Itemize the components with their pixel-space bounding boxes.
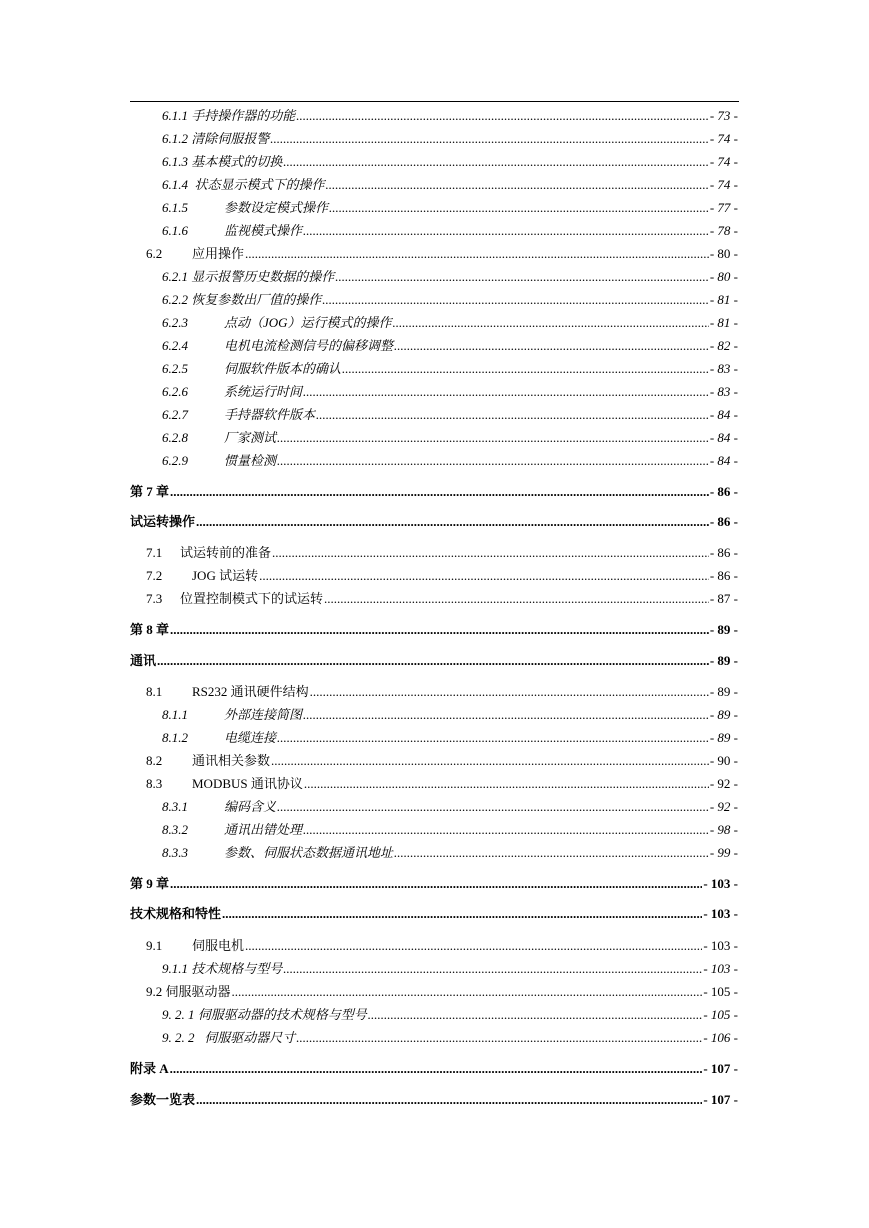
toc-entry-title: 参数一览表 — [130, 1092, 196, 1107]
toc-entry-page: - 98 - — [709, 822, 738, 837]
toc-entry-title: JOG 试运转 — [192, 568, 259, 583]
toc-entry-page: - 105 - — [703, 1007, 738, 1022]
toc-leader-dots — [277, 451, 709, 471]
toc-entry-number: 9.2 — [146, 984, 163, 999]
toc-leader-dots — [329, 198, 709, 218]
toc-leader-dots — [322, 290, 709, 310]
toc-entry-number: 6.2.6 — [162, 384, 188, 399]
toc-leader-dots — [245, 244, 709, 264]
toc-leader-dots — [393, 313, 709, 333]
toc-entry[interactable] — [0, 512, 869, 532]
toc-leader-dots — [196, 512, 709, 532]
toc-entry-title: RS232 通讯硬件结构 — [192, 684, 309, 699]
toc-entry[interactable] — [0, 336, 869, 356]
toc-entry-title: 外部连接简图 — [224, 707, 303, 722]
toc-entry-number: 9. 2. 1 — [162, 1007, 195, 1022]
toc-leader-dots — [259, 566, 709, 586]
toc-entry-page: - 89 - — [709, 707, 738, 722]
toc-entry-title: 通讯相关参数 — [192, 753, 271, 768]
toc-entry-title: 第 9 章 — [130, 876, 170, 891]
toc-entry-title: 惯量检测 — [224, 453, 277, 468]
toc-leader-dots — [272, 543, 709, 563]
toc-leader-dots — [222, 904, 702, 924]
toc-entry[interactable] — [0, 651, 869, 671]
toc-entry[interactable] — [0, 728, 869, 748]
toc-leader-dots — [296, 1028, 702, 1048]
toc-entry-title: 手持操作器的功能 — [191, 108, 296, 123]
toc-entry-page: - 84 - — [709, 407, 738, 422]
toc-entry-page: - 99 - — [709, 845, 738, 860]
toc-entry-title: 监视模式操作 — [224, 223, 303, 238]
toc-entry-number: 9.1.1 — [162, 961, 188, 976]
toc-entry[interactable] — [0, 874, 869, 894]
toc-leader-dots — [277, 728, 709, 748]
toc-entry[interactable] — [0, 682, 869, 702]
toc-entry-page: - 84 - — [709, 430, 738, 445]
toc-leader-dots — [277, 797, 709, 817]
toc-entry-page: - 87 - — [709, 591, 738, 606]
toc-entry-title: 点动（JOG）运行模式的操作 — [224, 315, 392, 330]
toc-entry-title: 电机电流检测信号的偏移调整 — [224, 338, 394, 353]
toc-entry-title: 恢复参数出厂值的操作 — [191, 292, 322, 307]
toc-leader-dots — [303, 820, 709, 840]
toc-entry[interactable] — [0, 843, 869, 863]
toc-entry-number: 8.1.2 — [162, 730, 188, 745]
toc-entry[interactable] — [0, 290, 869, 310]
toc-entry-number: 6.2.9 — [162, 453, 188, 468]
toc-entry[interactable] — [0, 774, 869, 794]
toc-entry-number: 8.1 — [146, 684, 163, 699]
toc-entry-number: 6.2.5 — [162, 361, 188, 376]
toc-entry-number: 8.2 — [146, 753, 163, 768]
toc-leader-dots — [324, 589, 709, 609]
toc-entry[interactable] — [0, 451, 869, 471]
toc-entry[interactable] — [0, 705, 869, 725]
toc-entry-page: - 81 - — [709, 292, 738, 307]
toc-entry-page: - 80 - — [709, 246, 738, 261]
toc-entry-number: 9.1 — [146, 938, 163, 953]
toc-leader-dots — [170, 482, 709, 502]
toc-entry-title: 技术规格与型号 — [191, 961, 283, 976]
toc-entry-number: 6.2.8 — [162, 430, 188, 445]
toc-entry[interactable] — [0, 566, 869, 586]
toc-entry-title: MODBUS 通讯协议 — [192, 776, 303, 791]
toc-entry-number: 7.1 — [146, 545, 163, 560]
toc-entry[interactable] — [0, 1028, 869, 1048]
toc-entry-title: 编码含义 — [224, 799, 277, 814]
toc-entry[interactable] — [0, 482, 869, 502]
toc-entry-page: - 86 - — [709, 568, 738, 583]
toc-entry-page: - 89 - — [709, 684, 738, 699]
toc-entry[interactable] — [0, 1059, 869, 1079]
toc-leader-dots — [232, 982, 703, 1002]
toc-entry-page: - 107 - — [703, 1061, 738, 1076]
toc-entry-number: 9. 2. 2 — [162, 1030, 195, 1045]
toc-entry-title: 应用操作 — [192, 246, 245, 261]
toc-entry[interactable] — [0, 1090, 869, 1110]
toc-entry-page: - 92 - — [709, 776, 738, 791]
toc-leader-dots — [170, 1059, 703, 1079]
toc-entry-page: - 78 - — [709, 223, 738, 238]
toc-leader-dots — [270, 129, 709, 149]
toc-entry-title: 通讯出错处理 — [224, 822, 303, 837]
toc-entry-title: 伺服驱动器的技术规格与型号 — [197, 1007, 367, 1022]
toc-entry-number: 8.1.1 — [162, 707, 188, 722]
toc-entry-title: 状态显示模式下的操作 — [191, 177, 325, 192]
toc-entry-number: 6.2.1 — [162, 269, 188, 284]
toc-entry-title: 系统运行时间 — [224, 384, 303, 399]
toc-entry-page: - 90 - — [709, 753, 738, 768]
toc-entry-number: 8.3 — [146, 776, 163, 791]
toc-entry-page: - 105 - — [703, 984, 738, 999]
toc-entry-page: - 92 - — [709, 799, 738, 814]
toc-leader-dots — [316, 405, 709, 425]
toc-entry-number: 6.1.1 — [162, 108, 188, 123]
toc-entry-number: 6.2.4 — [162, 338, 188, 353]
toc-entry-title: 清除伺服报警 — [191, 131, 270, 146]
toc-entry-page: - 86 - — [709, 484, 738, 499]
toc-entry-title: 基本模式的切换 — [191, 154, 283, 169]
toc-entry-title: 第 8 章 — [130, 622, 170, 637]
toc-entry-page: - 103 - — [703, 938, 738, 953]
toc-entry-number: 8.3.2 — [162, 822, 188, 837]
toc-leader-dots — [310, 682, 709, 702]
toc-entry-page: - 73 - — [709, 108, 738, 123]
toc-entry-page: - 103 - — [703, 906, 738, 921]
toc-entry[interactable] — [0, 313, 869, 333]
toc-leader-dots — [157, 651, 709, 671]
toc-entry-title: 厂家测试 — [224, 430, 277, 445]
toc-entry-number: 6.2.3 — [162, 315, 188, 330]
toc-entry-page: - 82 - — [709, 338, 738, 353]
toc-entry[interactable] — [0, 175, 869, 195]
toc-entry[interactable] — [0, 428, 869, 448]
toc-entry-number: 6.2.2 — [162, 292, 188, 307]
toc-entry[interactable] — [0, 106, 869, 126]
toc-entry[interactable] — [0, 244, 869, 264]
toc-entry-page: - 83 - — [709, 384, 738, 399]
toc-entry-number: 8.3.1 — [162, 799, 188, 814]
toc-leader-dots — [245, 936, 702, 956]
toc-entry[interactable] — [0, 589, 869, 609]
toc-leader-dots — [304, 774, 709, 794]
toc-leader-dots — [303, 705, 709, 725]
toc-entry-page: - 103 - — [703, 876, 738, 891]
toc-entry-number: 6.1.2 — [162, 131, 188, 146]
toc-entry-title: 手持器软件版本 — [224, 407, 316, 422]
toc-entry-page: - 83 - — [709, 361, 738, 376]
toc-leader-dots — [303, 221, 709, 241]
toc-entry-page: - 103 - — [703, 961, 738, 976]
toc-entry[interactable] — [0, 359, 869, 379]
toc-entry-number: 6.1.3 — [162, 154, 188, 169]
toc-entry-title: 附录 A — [130, 1061, 169, 1076]
toc-leader-dots — [342, 359, 709, 379]
toc-entry-title: 伺服电机 — [192, 938, 245, 953]
toc-entry-number: 6.1.5 — [162, 200, 188, 215]
toc-entry-page: - 74 - — [709, 154, 738, 169]
toc-entry[interactable] — [0, 982, 869, 1002]
toc-entry[interactable] — [0, 751, 869, 771]
toc-entry-title: 伺服驱动器尺寸 — [197, 1030, 296, 1045]
toc-entry-title: 技术规格和特性 — [130, 906, 222, 921]
toc-entry-number: 6.1.6 — [162, 223, 188, 238]
toc-entry[interactable] — [0, 221, 869, 241]
toc-leader-dots — [394, 336, 709, 356]
toc-entry[interactable] — [0, 152, 869, 172]
toc-entry[interactable] — [0, 198, 869, 218]
toc-leader-dots — [283, 959, 702, 979]
toc-entry[interactable] — [0, 382, 869, 402]
toc-entry-title: 显示报警历史数据的操作 — [191, 269, 335, 284]
toc-entry-page: - 84 - — [709, 453, 738, 468]
toc-leader-dots — [335, 267, 709, 287]
toc-entry-number: 7.2 — [146, 568, 163, 583]
toc-entry-page: - 86 - — [709, 514, 738, 529]
toc-leader-dots — [277, 428, 709, 448]
toc-leader-dots — [170, 874, 702, 894]
toc-entry-number: 7.3 — [146, 591, 163, 606]
toc-entry-page: - 89 - — [709, 622, 738, 637]
toc-entry-number: 6.2 — [146, 246, 163, 261]
toc-entry-title: 位置控制模式下的试运转 — [180, 591, 324, 606]
toc-entry-page: - 89 - — [709, 730, 738, 745]
toc-entry-page: - 86 - — [709, 545, 738, 560]
toc-entry-title: 伺服驱动器 — [165, 984, 231, 999]
toc-entry-number: 6.1.4 — [162, 177, 188, 192]
toc-leader-dots — [326, 175, 709, 195]
toc-leader-dots — [394, 843, 709, 863]
toc-entry-page: - 81 - — [709, 315, 738, 330]
toc-entry-title: 电缆连接 — [224, 730, 277, 745]
toc-entry-title: 第 7 章 — [130, 484, 170, 499]
toc-entry-title: 参数设定模式操作 — [224, 200, 329, 215]
toc-entry[interactable] — [0, 820, 869, 840]
toc-entry[interactable] — [0, 904, 869, 924]
toc-entry-page: - 107 - — [703, 1092, 738, 1107]
toc-entry-page: - 74 - — [709, 131, 738, 146]
toc-entry-page: - 89 - — [709, 653, 738, 668]
toc-entry-page: - 74 - — [709, 177, 738, 192]
toc-entry[interactable] — [0, 267, 869, 287]
toc-entry-title: 试运转操作 — [130, 514, 196, 529]
toc-entry-title: 通讯 — [130, 653, 157, 668]
toc-entry-number: 6.2.7 — [162, 407, 188, 422]
toc-entry-number: 8.3.3 — [162, 845, 188, 860]
toc-entry-title: 试运转前的准备 — [180, 545, 272, 560]
toc-entry[interactable] — [0, 959, 869, 979]
toc-leader-dots — [368, 1005, 703, 1025]
toc-entry-title: 伺服软件版本的确认 — [224, 361, 342, 376]
toc-leader-dots — [271, 751, 709, 771]
toc-entry[interactable] — [0, 936, 869, 956]
toc-leader-dots — [296, 106, 709, 126]
toc-entry[interactable] — [0, 1005, 869, 1025]
header-rule — [130, 101, 739, 102]
toc-entry-page: - 77 - — [709, 200, 738, 215]
toc-leader-dots — [283, 152, 709, 172]
toc-entry-title: 参数、伺服状态数据通讯地址 — [224, 845, 394, 860]
toc-leader-dots — [196, 1090, 702, 1110]
toc-entry[interactable] — [0, 129, 869, 149]
toc-entry[interactable] — [0, 797, 869, 817]
toc-entry-page: - 80 - — [709, 269, 738, 284]
toc-leader-dots — [170, 620, 709, 640]
toc-leader-dots — [303, 382, 709, 402]
toc-entry[interactable] — [0, 405, 869, 425]
toc-entry[interactable] — [0, 543, 869, 563]
toc-entry-page: - 106 - — [703, 1030, 738, 1045]
toc-entry[interactable] — [0, 620, 869, 640]
